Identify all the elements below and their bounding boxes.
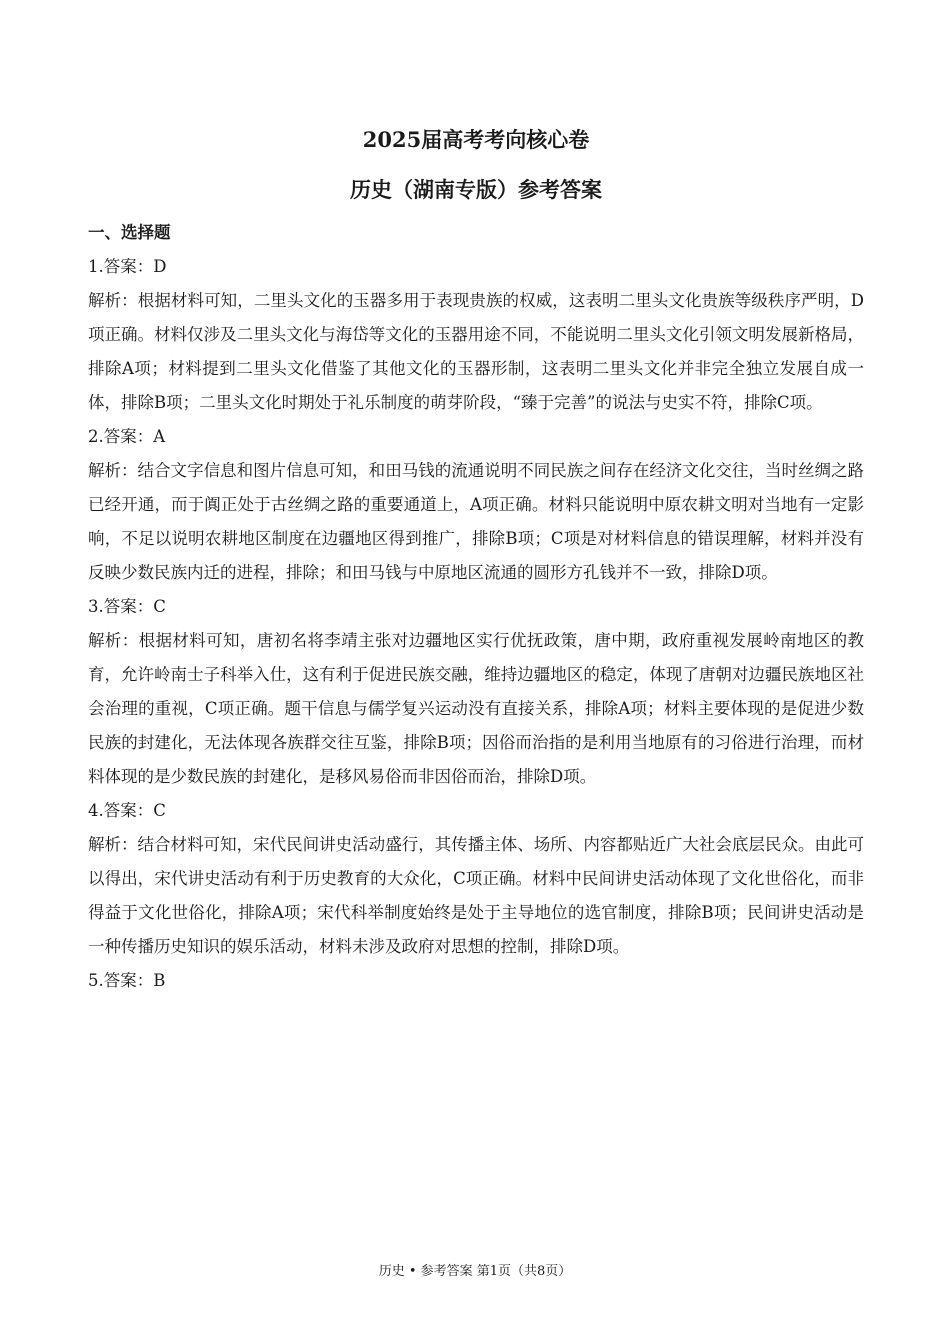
answer-line: 4.答案：C: [88, 801, 166, 820]
answer-item-3: [88, 590, 864, 794]
analysis-paragraph: 解析：根据材料可知，唐初名将李靖主张对边疆地区实行优抚政策，唐中期，政府重视发展岭南地区的教育，允许岭南士子科举入仕，这有利于促进民族交融，维持边疆地区的稳定，体现了唐朝对边疆民族地区社会治理的重视，C项正确。题干信息与儒学复兴运动没有直接关系，排除A项；材料主要体现的是促进少数民族的封建化，无法体现各族群交往互鉴，排除B项；因俗而治指的是利用当地原有的习俗进行治理，而材料体现的是少数民族的封建化，是移风易俗而非因俗而治，排除D项。: [88, 631, 864, 786]
analysis-paragraph: 解析：结合材料可知，宋代民间讲史活动盛行，其传播主体、场所、内容都贴近广大社会底层民众。由此可以得出，宋代讲史活动有利于历史教育的大众化，C项正确。材料中民间讲史活动体现了文化世俗化，而非得益于文化世俗化，排除A项；宋代科举制度始终是处于主导地位的选官制度，排除B项；民间讲史活动是一种传播历史知识的娱乐活动，材料未涉及政府对思想的控制，排除D项。: [88, 835, 864, 956]
analysis-paragraph: 解析：根据材料可知，二里头文化的玉器多用于表现贵族的权威，这表明二里头文化贵族等级秩序严明，D项正确。材料仅涉及二里头文化与海岱等文化的玉器用途不同，不能说明二里头文化引领文明发展新格局，排除A项；材料提到二里头文化借鉴了其他文化的玉器形制，这表明二里头文化并非完全独立发展自成一体，排除B项；二里头文化时期处于礼乐制度的萌芽阶段，“臻于完善”的说法与史实不符，排除C项。: [88, 291, 864, 412]
section-heading: 一、选择题: [88, 223, 171, 242]
document-title: 2025届高考考向核心卷: [362, 127, 590, 152]
answer-item-2: [88, 420, 864, 590]
answer-document: [88, 120, 864, 998]
answer-item-1: [88, 250, 864, 420]
answer-line: 5.答案：B: [88, 971, 166, 990]
page-footer: 历史 • 参考答案 第1页（共8页）: [378, 1264, 572, 1279]
answer-line: 2.答案：A: [88, 427, 166, 446]
answer-line: 3.答案：C: [88, 597, 166, 616]
answer-item-4: [88, 794, 864, 964]
document-subtitle: 历史（湖南专版）参考答案: [350, 177, 602, 202]
answer-line: 1.答案：D: [88, 257, 167, 276]
analysis-paragraph: 解析：结合文字信息和图片信息可知，和田马钱的流通说明不同民族之间存在经济文化交往，当时丝绸之路已经开通，而于阗正处于古丝绸之路的重要通道上，A项正确。材料只能说明中原农耕文明对当地有一定影响，不足以说明农耕地区制度在边疆地区得到推广，排除B项；C项是对材料信息的错误理解，材料并没有反映少数民族内迁的进程，排除；和田马钱与中原地区流通的圆形方孔钱并不一致，排除D项。: [88, 461, 864, 582]
answer-item-5: [88, 964, 864, 998]
